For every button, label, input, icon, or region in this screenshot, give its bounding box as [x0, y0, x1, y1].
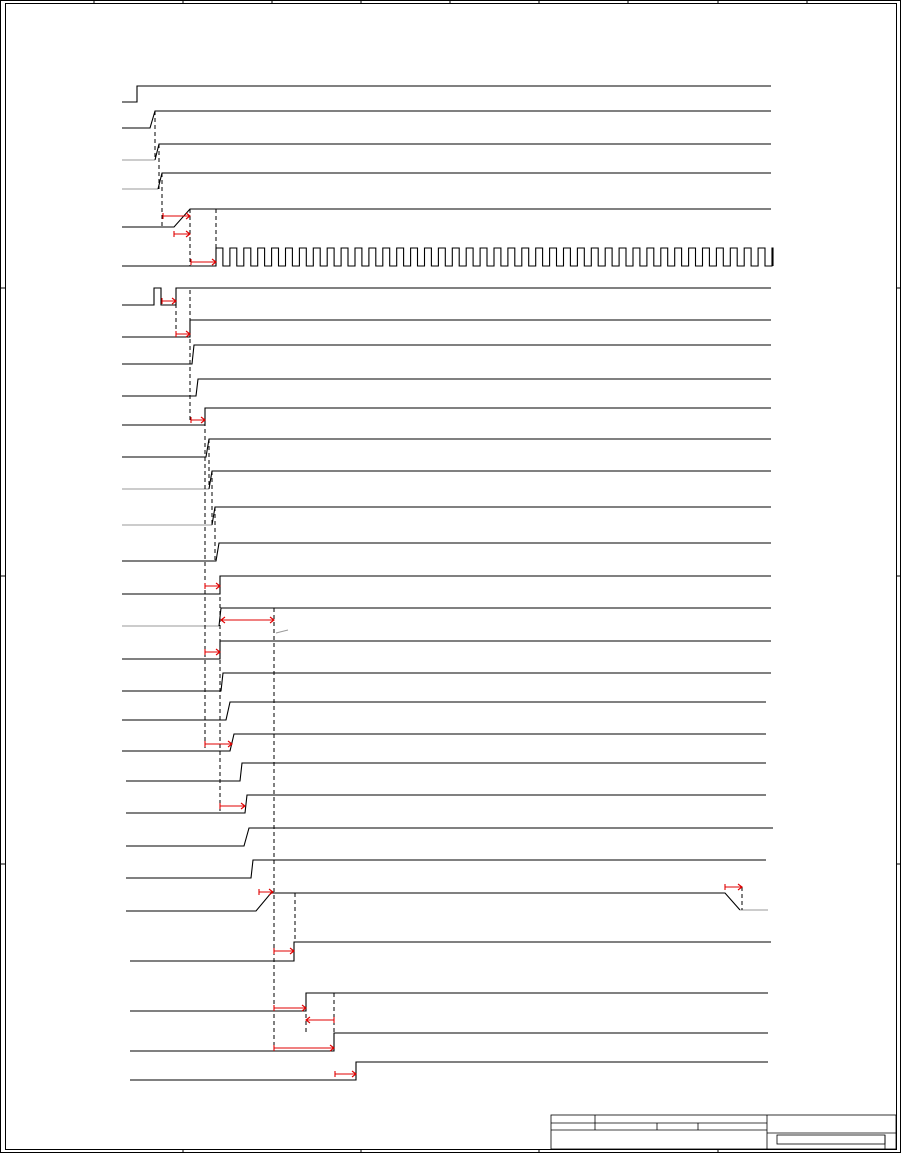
title-block	[551, 1115, 896, 1149]
signal-trace-20	[122, 702, 766, 720]
signal-trace-28	[130, 993, 768, 1011]
signal-trace-17c	[276, 630, 288, 633]
signal-trace-11	[122, 408, 771, 425]
signal-trace-17b	[219, 608, 771, 626]
signal-trace-18	[122, 641, 771, 659]
signal-trace-04b	[158, 173, 771, 189]
signal-trace-27	[130, 942, 771, 961]
signal-trace-22	[126, 763, 766, 781]
signal-trace-23	[126, 795, 766, 813]
signal-trace-06-clock	[122, 248, 773, 266]
signal-trace-10	[122, 379, 771, 396]
signal-trace-25	[126, 860, 766, 878]
timing-interval-markers	[162, 213, 742, 1077]
signal-trace-13b	[209, 471, 771, 489]
signal-trace-08	[122, 320, 771, 337]
signal-trace-03b	[155, 144, 771, 160]
signal-trace-29	[130, 1033, 768, 1051]
signal-trace-30	[130, 1062, 768, 1080]
signal-trace-07	[122, 288, 771, 305]
signal-trace-24	[126, 828, 773, 846]
signal-trace-02	[122, 111, 771, 128]
signal-trace-14b	[212, 507, 771, 525]
signal-trace-21	[122, 734, 766, 751]
signal-trace-09	[122, 345, 771, 364]
signal-trace-26	[126, 893, 740, 911]
signal-trace-12	[122, 439, 771, 457]
signal-trace-19	[122, 673, 771, 691]
signal-trace-01	[122, 86, 771, 102]
signal-trace-05	[122, 209, 771, 227]
signal-trace-15	[122, 543, 771, 561]
